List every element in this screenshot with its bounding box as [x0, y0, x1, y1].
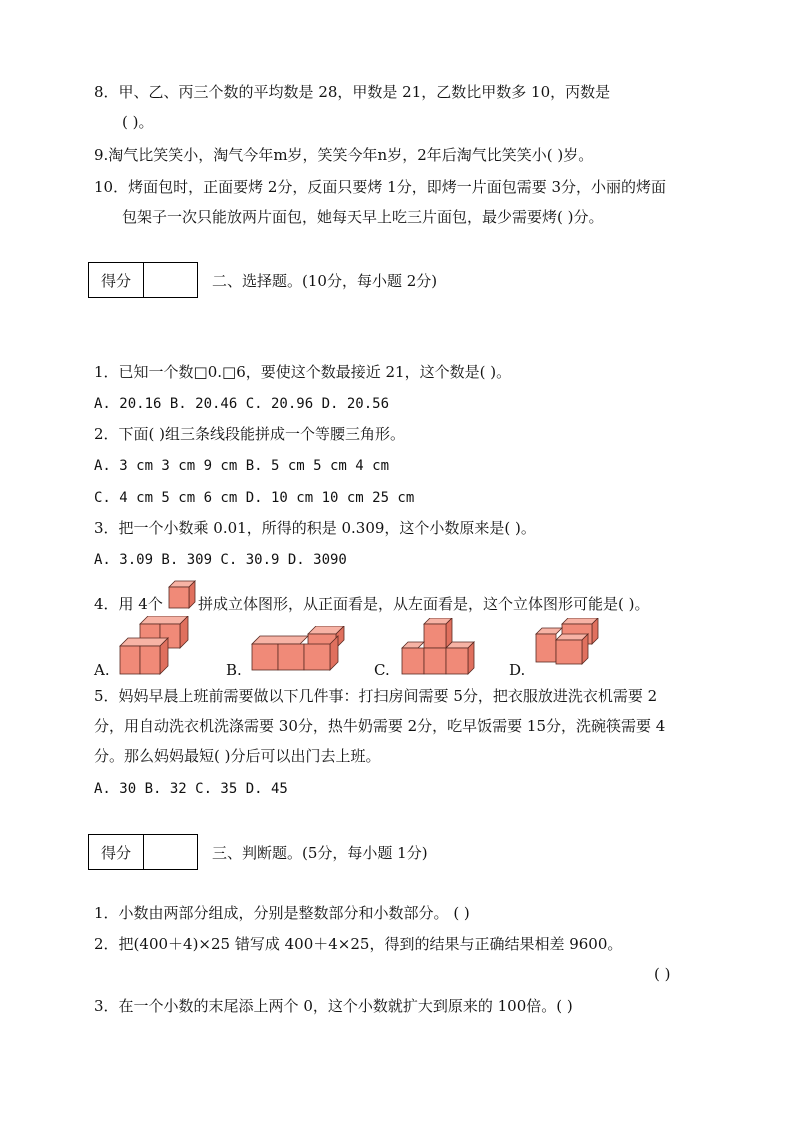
section3-title: 三、判断题。(5分，每小题 1分) — [212, 844, 428, 862]
s3-question-2-answer-paren: ( ) — [654, 965, 671, 983]
option-b-label: B. — [226, 661, 242, 679]
s3-question-3: 3．在一个小数的末尾添上两个 0，这个小数就扩大到原来的 100倍。( ) — [94, 997, 573, 1015]
question-10-line1: 10．烤面包时，正面要烤 2分，反面只要烤 1分，即烤一片面包需要 3分，小丽的烤面 — [94, 178, 667, 196]
score-blank[interactable] — [144, 835, 197, 869]
score-label: 得分 — [89, 835, 144, 869]
s2-question-3: 3．把一个小数乘 0.01，所得的积是 0.309，这个小数原来是( )。 — [94, 519, 536, 537]
score-box-section3 — [88, 834, 198, 870]
question-9: 9.淘气比笑笑小，淘气今年m岁，笑笑今年n岁，2年后淘气比笑笑小( )岁。 — [94, 146, 594, 164]
score-box-section2 — [88, 262, 198, 298]
option-d-label: D. — [509, 661, 526, 679]
option-d-cubes-figure[interactable] — [532, 618, 604, 666]
s2-question-4-prefix: 4．用 4个 — [94, 595, 163, 613]
single-cube-icon — [167, 580, 197, 610]
s2-question-5-line2: 分，用自动洗衣机洗涤需要 30分，热牛奶需要 2分，吃早饭需要 15分，洗碗筷需要 4 — [94, 717, 666, 735]
s2-question-5-line3: 分。那么妈妈最短( )分后可以出门去上班。 — [94, 747, 381, 765]
section2-title: 二、选择题。(10分，每小题 2分) — [212, 272, 438, 290]
option-c-label: C. — [374, 661, 390, 679]
option-b-cubes-figure[interactable] — [248, 626, 348, 672]
s2-question-2-options-cd: C. 4 cm 5 cm 6 cm D. 10 cm 10 cm 25 cm — [94, 490, 415, 506]
s3-question-2: 2．把(400＋4)×25 错写成 400＋4×25，得到的结果与正确结果相差 9600。 — [94, 935, 623, 953]
option-a-cubes-figure[interactable] — [116, 616, 196, 676]
s2-question-3-options: A. 3.09 B. 309 C. 30.9 D. 3090 — [94, 552, 347, 568]
s2-question-2: 2．下面( )组三条线段能拼成一个等腰三角形。 — [94, 425, 406, 443]
s2-question-5-line1: 5．妈妈早晨上班前需要做以下几件事：打扫房间需要 5分，把衣服放进洗衣机需要 2 — [94, 687, 658, 705]
s2-question-4-suffix: 拼成立体图形，从正面看是，从左面看是，这个立体图形可能是( )。 — [198, 595, 650, 613]
s2-question-2-options-ab: A. 3 cm 3 cm 9 cm B. 5 cm 5 cm 4 cm — [94, 458, 390, 474]
question-8-blank: ( )。 — [122, 113, 154, 131]
option-a-label: A. — [94, 661, 110, 679]
s3-question-1: 1．小数由两部分组成，分别是整数部分和小数部分。 ( ) — [94, 904, 470, 922]
question-8-line1: 8．甲、乙、丙三个数的平均数是 28，甲数是 21，乙数比甲数多 10，丙数是 — [94, 83, 611, 101]
question-10-line2: 包架子一次只能放两片面包，她每天早上吃三片面包，最少需要烤( )分。 — [122, 208, 604, 226]
s2-question-1: 1．已知一个数□0.□6，要使这个数最接近 21，这个数是( )。 — [94, 363, 512, 381]
score-blank[interactable] — [144, 263, 197, 297]
option-c-cubes-figure[interactable] — [398, 618, 478, 676]
s2-question-5-options: A. 30 B. 32 C. 35 D. 45 — [94, 781, 288, 797]
score-label: 得分 — [89, 263, 144, 297]
s2-question-1-options: A. 20.16 B. 20.46 C. 20.96 D. 20.56 — [94, 396, 390, 412]
